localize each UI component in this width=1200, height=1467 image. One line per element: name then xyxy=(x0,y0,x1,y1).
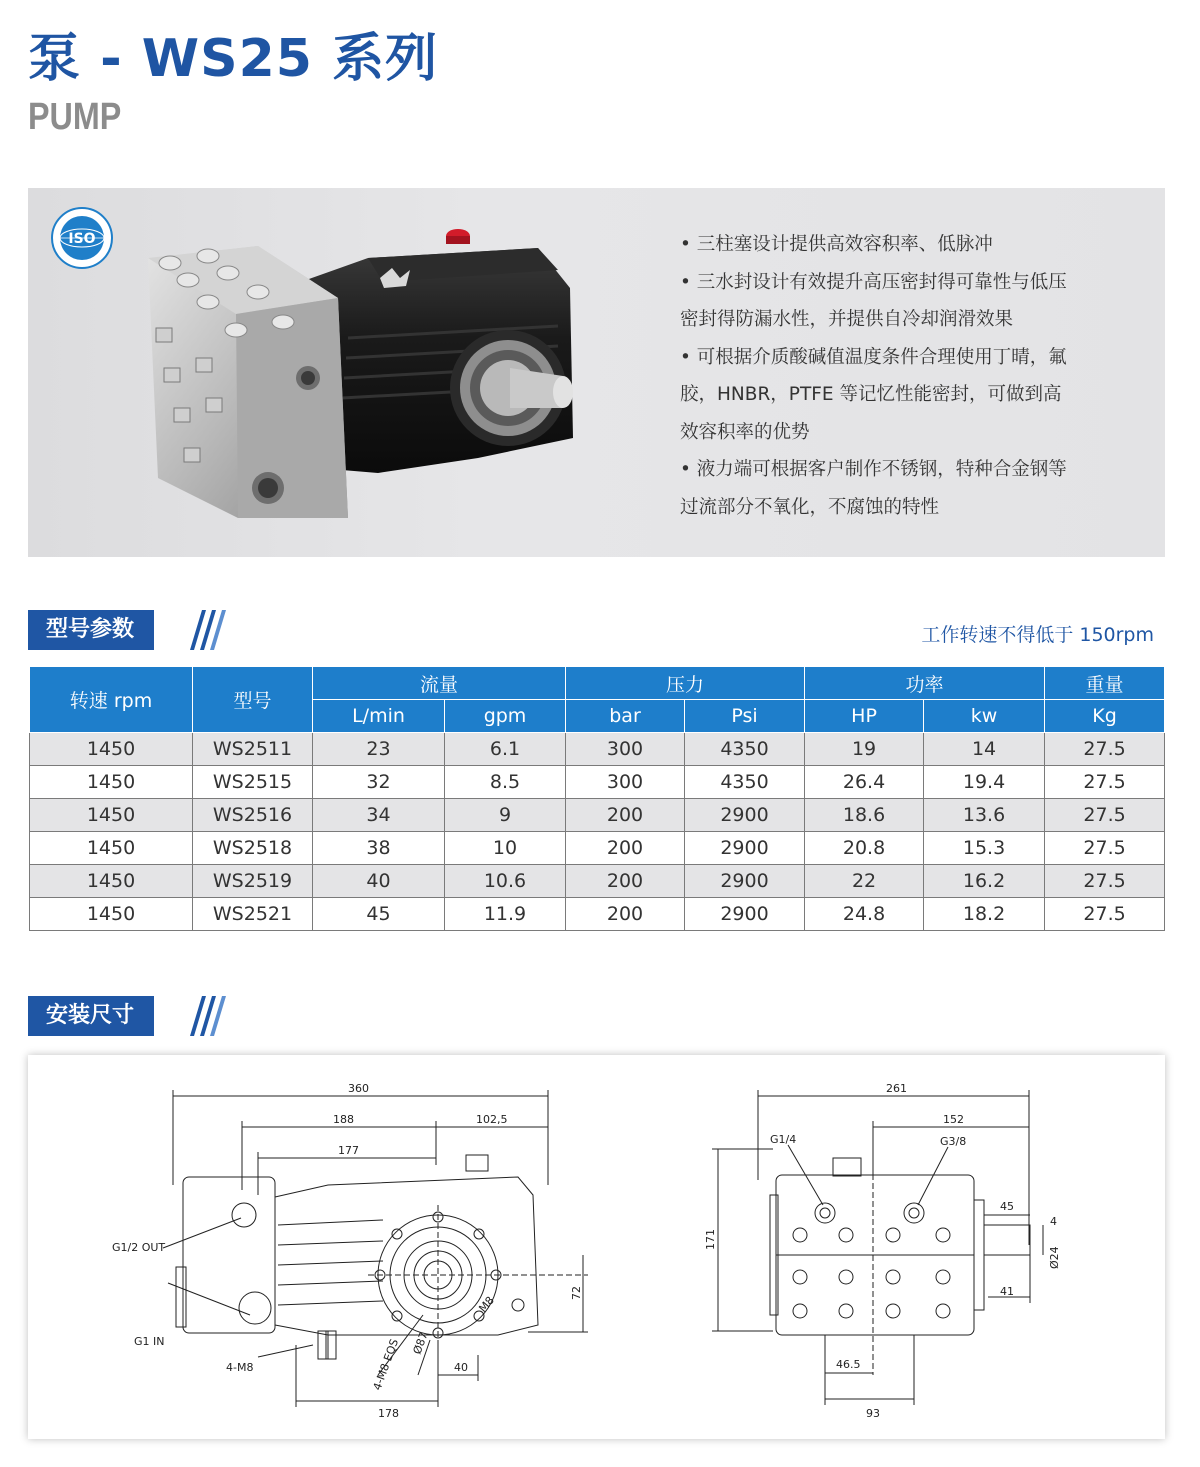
dim-261: 261 xyxy=(886,1082,907,1095)
dim-171: 171 xyxy=(704,1229,717,1250)
cell: 40 xyxy=(313,865,445,898)
cell: WS2516 xyxy=(193,799,313,832)
cell: 24.8 xyxy=(805,898,924,931)
cell: 1450 xyxy=(30,766,193,799)
dim-93: 93 xyxy=(866,1407,880,1420)
cell: 20.8 xyxy=(805,832,924,865)
dim-360: 360 xyxy=(348,1082,369,1095)
dim-4: 4 xyxy=(1050,1215,1057,1228)
cell: WS2521 xyxy=(193,898,313,931)
cell: 18.6 xyxy=(805,799,924,832)
unit-gpm: gpm xyxy=(445,700,566,733)
cell: 1450 xyxy=(30,733,193,766)
cell: 9 xyxy=(445,799,566,832)
cell: 26.4 xyxy=(805,766,924,799)
cell: WS2515 xyxy=(193,766,313,799)
cell: 27.5 xyxy=(1045,898,1165,931)
cell: 27.5 xyxy=(1045,832,1165,865)
iso-badge-icon xyxy=(50,206,114,270)
dim-45: 45 xyxy=(1000,1200,1014,1213)
table-row xyxy=(30,799,1165,832)
cell: 1450 xyxy=(30,865,193,898)
feature-line: • 三水封设计有效提升高压密封得可靠性与低压 xyxy=(680,271,1067,293)
cell: 27.5 xyxy=(1045,733,1165,766)
cell: 15.3 xyxy=(924,832,1045,865)
unit-lmin: L/min xyxy=(313,700,445,733)
cell: 200 xyxy=(566,865,685,898)
cell: 19 xyxy=(805,733,924,766)
table-row xyxy=(30,832,1165,865)
rpm-note: 工作转速不得低于 150rpm xyxy=(921,624,1154,646)
spec-table xyxy=(29,666,1165,931)
cell: 1450 xyxy=(30,832,193,865)
drawing-svg xyxy=(28,1055,1165,1439)
cell: 14 xyxy=(924,733,1045,766)
cell: 4350 xyxy=(685,733,805,766)
cell: 2900 xyxy=(685,898,805,931)
feature-line: 密封得防漏水性，并提供自冷却润滑效果 xyxy=(680,309,1014,330)
unit-psi: Psi xyxy=(685,700,805,733)
cell: 200 xyxy=(566,832,685,865)
cell: 45 xyxy=(313,898,445,931)
pump-product-image xyxy=(118,218,588,528)
cell: 16.2 xyxy=(924,865,1045,898)
dim-d24: Ø24 xyxy=(1048,1246,1061,1269)
head-rpm: 转速 rpm xyxy=(30,667,193,733)
cell: 2900 xyxy=(685,799,805,832)
feature-line: • 三柱塞设计提供高效容积率、低脉冲 xyxy=(680,234,993,255)
head-model: 型号 xyxy=(193,667,313,733)
unit-kg: Kg xyxy=(1045,700,1165,733)
page-title: 泵 - WS25 系列 xyxy=(28,29,439,89)
cell: 34 xyxy=(313,799,445,832)
cell: 38 xyxy=(313,832,445,865)
iso-badge-text: ISO xyxy=(68,231,96,247)
cell: 11.9 xyxy=(445,898,566,931)
cell: 300 xyxy=(566,766,685,799)
callout-g14: G1/4 xyxy=(770,1133,797,1146)
dimension-drawing xyxy=(28,1055,1165,1439)
feature-line: 胶，HNBR，PTFE 等记忆性能密封，可做到高 xyxy=(680,384,1062,405)
unit-bar: bar xyxy=(566,700,685,733)
feature-line: 过流部分不氧化，不腐蚀的特性 xyxy=(680,496,940,518)
cell: 23 xyxy=(313,733,445,766)
cell: 18.2 xyxy=(924,898,1045,931)
unit-hp: HP xyxy=(805,700,924,733)
cell: 4350 xyxy=(685,766,805,799)
feature-line: • 可根据介质酸碱值温度条件合理使用丁晴，氟 xyxy=(680,346,1067,368)
cell: 22 xyxy=(805,865,924,898)
table-row xyxy=(30,733,1165,766)
dim-40: 40 xyxy=(454,1361,468,1374)
dim-72: 72 xyxy=(570,1286,583,1300)
table-row xyxy=(30,766,1165,799)
dim-178: 178 xyxy=(378,1407,399,1420)
cell: WS2511 xyxy=(193,733,313,766)
install-section-header xyxy=(28,996,228,1036)
cell: 13.6 xyxy=(924,799,1045,832)
cell: 19.4 xyxy=(924,766,1045,799)
cell: 27.5 xyxy=(1045,865,1165,898)
page-subtitle: PUMP xyxy=(28,96,122,138)
cell: WS2519 xyxy=(193,865,313,898)
head-pressure: 压力 xyxy=(566,667,805,700)
callout-4-m8-eqs: 4-M8 EQS xyxy=(370,1337,402,1393)
cell: 2900 xyxy=(685,832,805,865)
feature-list xyxy=(680,226,1130,526)
cell: 10.6 xyxy=(445,865,566,898)
cell: 300 xyxy=(566,733,685,766)
head-weight: 重量 xyxy=(1045,667,1165,700)
callout-m8: M8 xyxy=(476,1293,497,1315)
stripes-icon xyxy=(176,996,236,1036)
feature-line: • 液力端可根据客户制作不锈钢，特种合金钢等 xyxy=(680,459,1067,480)
callout-d87: Ø87 xyxy=(410,1330,431,1357)
dim-177: 177 xyxy=(338,1144,359,1157)
cell: 8.5 xyxy=(445,766,566,799)
cell: 27.5 xyxy=(1045,766,1165,799)
dim-152: 152 xyxy=(943,1113,964,1126)
cell: 1450 xyxy=(30,799,193,832)
head-flow: 流量 xyxy=(313,667,566,700)
callout-4-m8: 4-M8 xyxy=(226,1361,254,1374)
install-section-label: 安装尺寸 xyxy=(28,996,154,1036)
table-row xyxy=(30,865,1165,898)
cell: WS2518 xyxy=(193,832,313,865)
cell: 32 xyxy=(313,766,445,799)
head-power: 功率 xyxy=(805,667,1045,700)
cell: 200 xyxy=(566,898,685,931)
dim-46-5: 46.5 xyxy=(836,1358,861,1371)
unit-kw: kw xyxy=(924,700,1045,733)
dim-102-5: 102,5 xyxy=(476,1113,508,1126)
params-section-header xyxy=(28,610,228,650)
feature-line: 效容积率的优势 xyxy=(680,421,810,443)
hero-panel xyxy=(28,188,1165,557)
callout-g38: G3/8 xyxy=(940,1135,967,1148)
dim-41: 41 xyxy=(1000,1285,1014,1298)
cell: 2900 xyxy=(685,865,805,898)
callout-g12-out: G1/2 OUT xyxy=(112,1241,166,1254)
cell: 6.1 xyxy=(445,733,566,766)
table-row xyxy=(30,898,1165,931)
cell: 200 xyxy=(566,799,685,832)
cell: 27.5 xyxy=(1045,799,1165,832)
cell: 10 xyxy=(445,832,566,865)
params-section-label: 型号参数 xyxy=(28,610,154,650)
callout-g1-in: G1 IN xyxy=(134,1335,165,1348)
cell: 1450 xyxy=(30,898,193,931)
dim-188: 188 xyxy=(333,1113,354,1126)
stripes-icon xyxy=(176,610,236,650)
